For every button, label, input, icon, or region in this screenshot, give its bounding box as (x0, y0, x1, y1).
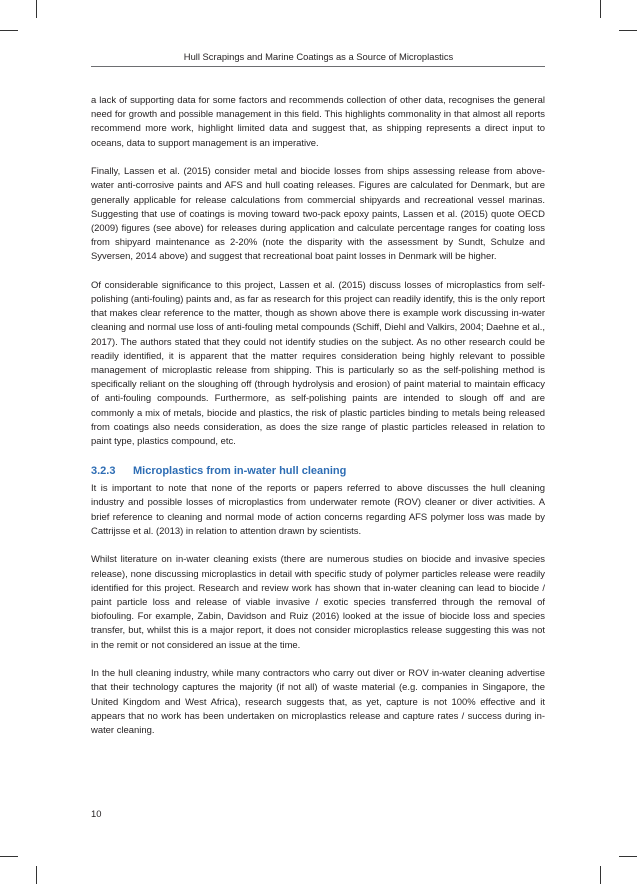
section-title: Microplastics from in-water hull cleaning (133, 465, 347, 478)
body-paragraph: In the hull cleaning industry, while many contractors who carry out diver or ROV in-water cleaning advertise that their technology captures the majority (if not all) of waste material (e.g. companies in Singapore, the United Kingdom and West Africa), research suggests that, as yet, capture is not 100% effective and it appears that no work has been undertaken on microplastics release and capture rates / success during in-water cleaning. (91, 668, 545, 736)
section-number: 3.2.3 (91, 465, 116, 478)
header-divider (91, 66, 545, 67)
body-paragraph: a lack of supporting data for some factors and recommends collection of other data, recognises the general need for growth and possible management in this field. This highlights commonality in that almost all reports recommend more work, highlight limited data and suggest that, as shipping represents a direct input to oceans, data to support management is an imperative. (91, 95, 545, 149)
body-paragraph: Finally, Lassen et al. (2015) consider metal and biocide losses from ships assessing release from above-water anti-corrosive paints and AFS and hull coating releases. Figures are calculated for Denmark, but are generally applicable for release calculations from commercial shipyards and recreational vessel marinas. Suggesting that use of coatings is moving toward two-pack epoxy paints, Lassen et al. (2015) quote OECD (2009) figures (see above) for releases during application and calculate percentage ranges for coating loss from shipyard maintenance as 2-20% (note the disparity with the assessment by Sundt, Schulze and Syversen, 2014 above) and suggest that recreational boat paint losses in Denmark will be higher. (91, 166, 545, 263)
crop-mark-top-left-h (0, 30, 18, 31)
page-number: 10 (91, 808, 102, 819)
section-heading (91, 464, 545, 478)
crop-mark-top-right (600, 0, 601, 18)
crop-mark-bottom-left (36, 866, 37, 884)
body-paragraph: It is important to note that none of the reports or papers referred to above discusses the hull cleaning industry and possible losses of microplastics from underwater remote (ROV) cleaner or diver activities. A brief reference to cleaning and normal mode of action concerns regarding AFS polymer loss was made by Cattrijsse et al. (2013) in relation to attention drawn by scientists. (91, 483, 545, 537)
crop-mark-top-right-h (619, 30, 637, 31)
crop-mark-bottom-left-h (0, 856, 18, 857)
crop-mark-bottom-right-h (619, 856, 637, 857)
crop-mark-bottom-right (600, 866, 601, 884)
running-header: Hull Scrapings and Marine Coatings as a Source of Microplastics (183, 51, 454, 62)
body-paragraph: Of considerable significance to this project, Lassen et al. (2015) discuss losses of microplastics from self-polishing (anti-fouling) paints and, as far as research for this project can readily identify, this is the only report that makes clear reference to the matter, though as shown above there is example work discussing in-water cleaning and normal use loss of anti-fouling metal compounds (Schiff, Diehl and Valkirs, 2004; Daehne et al., 2017). The authors stated that they could not identify studies on the subject. As no other research could be readily identified, it is apparent that the matter requires consideration being highly relevant to possible management of microplastic release from shipping. This is particularly so as the self-polishing method is specifically reliant on the sloughing off (through hydrolysis and erosion) of paint material to maintain efficacy of anti-fouling compounds. Furthermore, as self-polishing paints are intended to slough off and are commonly a mix of metals, biocide and plastics, the risk of plastic particles binding to metals being released from coatings also needs consideration, as does the size range of plastic particles released in relation to paint type, plastics compound, etc. (91, 279, 545, 448)
body-paragraph: Whilst literature on in-water cleaning exists (there are numerous studies on biocide and invasive species release), none discussing microplastics in detail with specific study of polymer particles release were readily identified for this project. Research and review work has shown that in-water cleaning can lead to biocide / paint particle loss and release of viable invasive / exotic species transferred through the removal of biofouling. For example, Zabin, Davidson and Ruiz (2016) looked at the issue of biocide loss and species transfer, but, whilst this is a major report, it does not consider microplastics release suggesting this was not in the remit or not considered an issue at the time. (91, 554, 545, 651)
crop-mark-top-left (36, 0, 37, 18)
page-body (91, 94, 545, 752)
